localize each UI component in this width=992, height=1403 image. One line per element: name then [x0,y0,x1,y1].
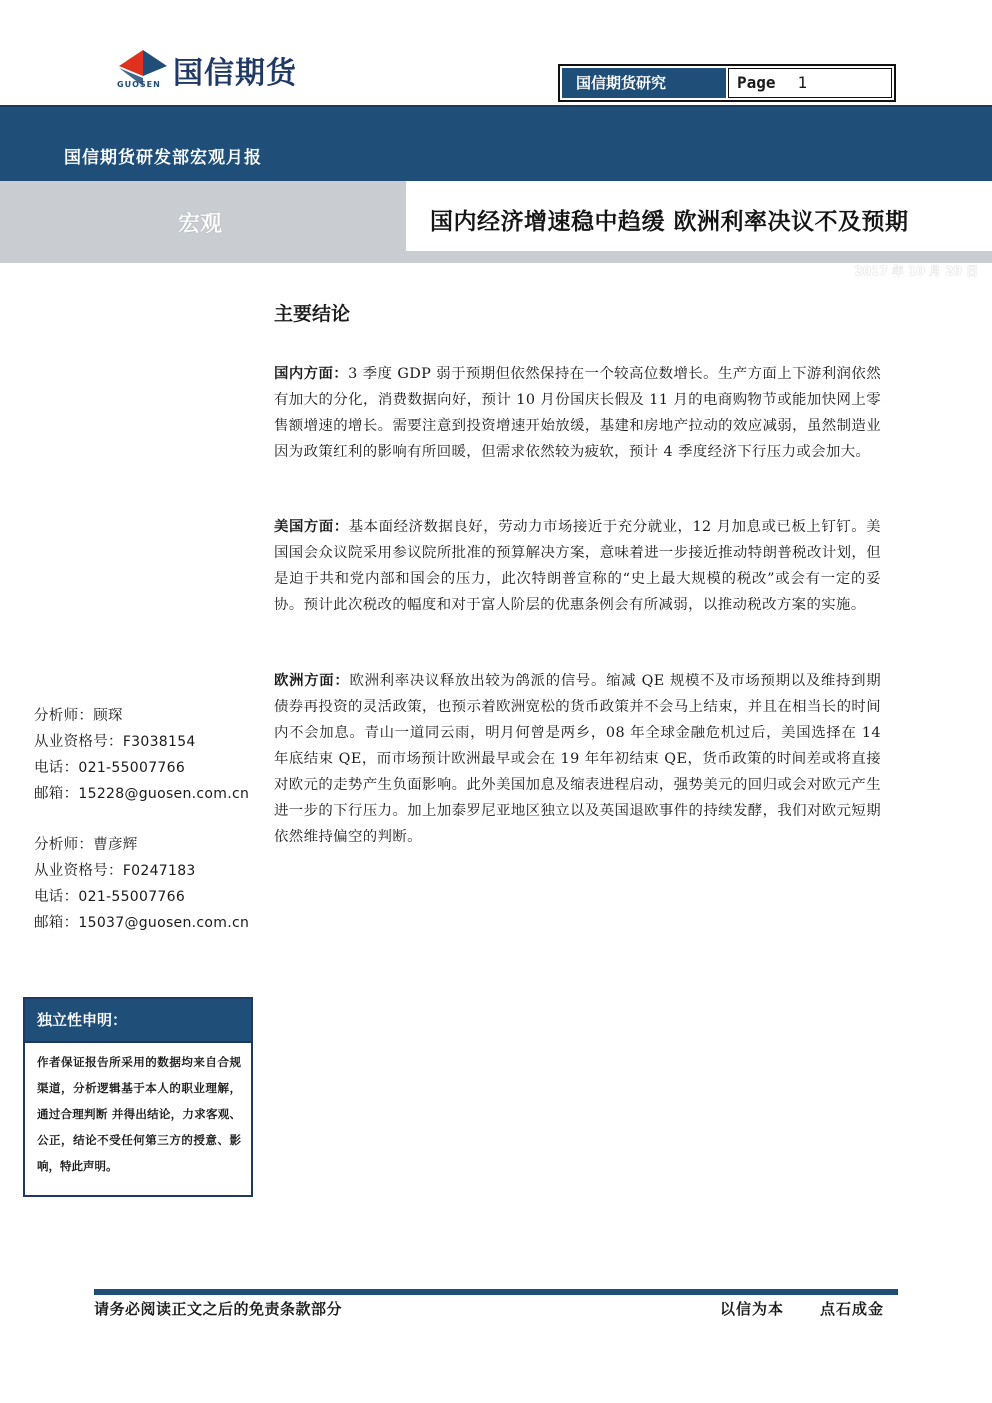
slogan-2: 点石成金 [820,1300,885,1318]
paragraph-label: 国内方面： [274,365,349,382]
header-badge [558,64,896,102]
analyst-name-line [34,832,249,858]
analyst-license-line [34,729,249,755]
analyst-email-line [34,910,249,936]
analyst-name: 曹彦辉 [93,837,138,853]
independence-box [23,997,253,1197]
analyst-card [34,703,249,807]
analyst-email[interactable]: 15228@guosen.com.cn [78,786,250,802]
logo-subtext: GUOSEN [117,80,161,89]
company-logo [113,46,353,92]
analyst-license-label: 从业资格号： [34,863,123,879]
paragraph-label: 美国方面： [274,518,349,535]
paragraph-europe [274,668,881,850]
slogan-1: 以信为本 [720,1300,785,1318]
analyst-license: F3038154 [122,734,196,750]
report-type: 国信期货研发部宏观月报 [64,148,262,168]
research-label: 国信期货研究 [562,68,726,98]
analyst-email[interactable]: 15037@guosen.com.cn [78,915,250,931]
analyst-phone-line [34,755,249,781]
paragraph-label: 欧洲方面： [274,672,350,689]
analyst-license-label: 从业资格号： [34,734,123,750]
paragraph-domestic [274,361,881,465]
analyst-email-line [34,781,249,807]
analyst-phone: 021-55007766 [78,889,186,905]
paragraph-text: 基本面经济数据良好，劳动力市场接近于充分就业，12 月加息或已板上钉钉。美国国会众议院采用参议院所批准的预算解决方案，意味着进一步接近推动特朗普税改计划，但是迫于共和党内部和国会的压力，此次特朗普宣称的“史上最大规模的税改”或会有一定的妥协。预计此次税改的幅度和对于富人阶层的优惠条例会有所减弱，以推动税改方案的实施。 [274,519,881,613]
analyst-phone: 021-55007766 [78,760,186,776]
analyst-license: F0247183 [122,863,196,879]
analyst-name-line [34,703,249,729]
analyst-card [34,832,249,936]
paragraph-text: 欧洲利率决议释放出较为鸽派的信号。缩减 QE 规模不及市场预期以及维持到期债券再投资的灵活政策，也预示着欧洲宽松的货币政策并不会马上结束，并且在相当长的时间内不会加息。青山一道同云雨，明月何曾是两乡，08 年全球金融危机过后，美国选择在 14 年底结束 QE，而市场预计欧洲最早或会在 19 年年初结束 QE，货币政策的时间差或将直接对欧元的走势产生负面影响。此外美国加息及缩表进程启动，强势美元的回归或会对欧元产生进一步的下行压力。加上加泰罗尼亚地区独立以及英国退欧事件的持续发酵，我们对欧元短期依然维持偏空的判断。 [274,673,881,845]
analyst-email-label: 邮箱： [34,786,79,802]
page-indicator [728,68,892,98]
analyst-phone-line [34,884,249,910]
page-number: 1 [797,73,808,92]
analyst-email-label: 邮箱： [34,915,79,931]
analyst-license-line [34,858,249,884]
independence-title: 独立性申明： [25,999,251,1043]
analyst-phone-label: 电话： [34,760,79,776]
footer-disclaimer: 请务必阅读正文之后的免责条款部分 [94,1300,343,1318]
report-title: 国内经济增速稳中趋缓 欧洲利率决议不及预期 [430,208,909,235]
title-band [0,181,992,263]
page-label: Page [737,73,776,92]
footer-slogan [720,1298,884,1319]
report-date: 2017 年 10 月 29 日 [854,264,978,278]
section-title: 主要结论 [274,303,351,325]
logo-text: 国信期货 [173,56,297,91]
analyst-phone-label: 电话： [34,889,79,905]
analyst-name-label: 分析师： [34,708,94,724]
analyst-name-label: 分析师： [34,837,94,853]
category-label: 宏观 [178,211,223,237]
report-type-band [0,105,992,183]
paragraph-us [274,514,881,618]
paragraph-text: 3 季度 GDP 弱于预期但依然保持在一个较高位数增长。生产方面上下游利润依然有加大的分化，消费数据向好，预计 10 月份国庆长假及 11 月的电商购物节或能加快网上零售额增速的增长。需要注意到投资增速开始放缓，基建和房地产拉动的效应减弱，虽然制造业因为政策红利的影响有所回暖，但需求依然较为疲软，预计 4 季度经济下行压力或会加大。 [274,366,881,460]
independence-body: 作者保证报告所采用的数据均来自合规渠道，分析逻辑基于本人的职业理解，通过合理判断 并得出结论，力求客观、公正，结论不受任何第三方的授意、影响，特此声明。 [37,1055,241,1173]
footer-rule [94,1289,898,1295]
analyst-name: 顾琛 [93,708,123,724]
title-panel [406,181,992,251]
